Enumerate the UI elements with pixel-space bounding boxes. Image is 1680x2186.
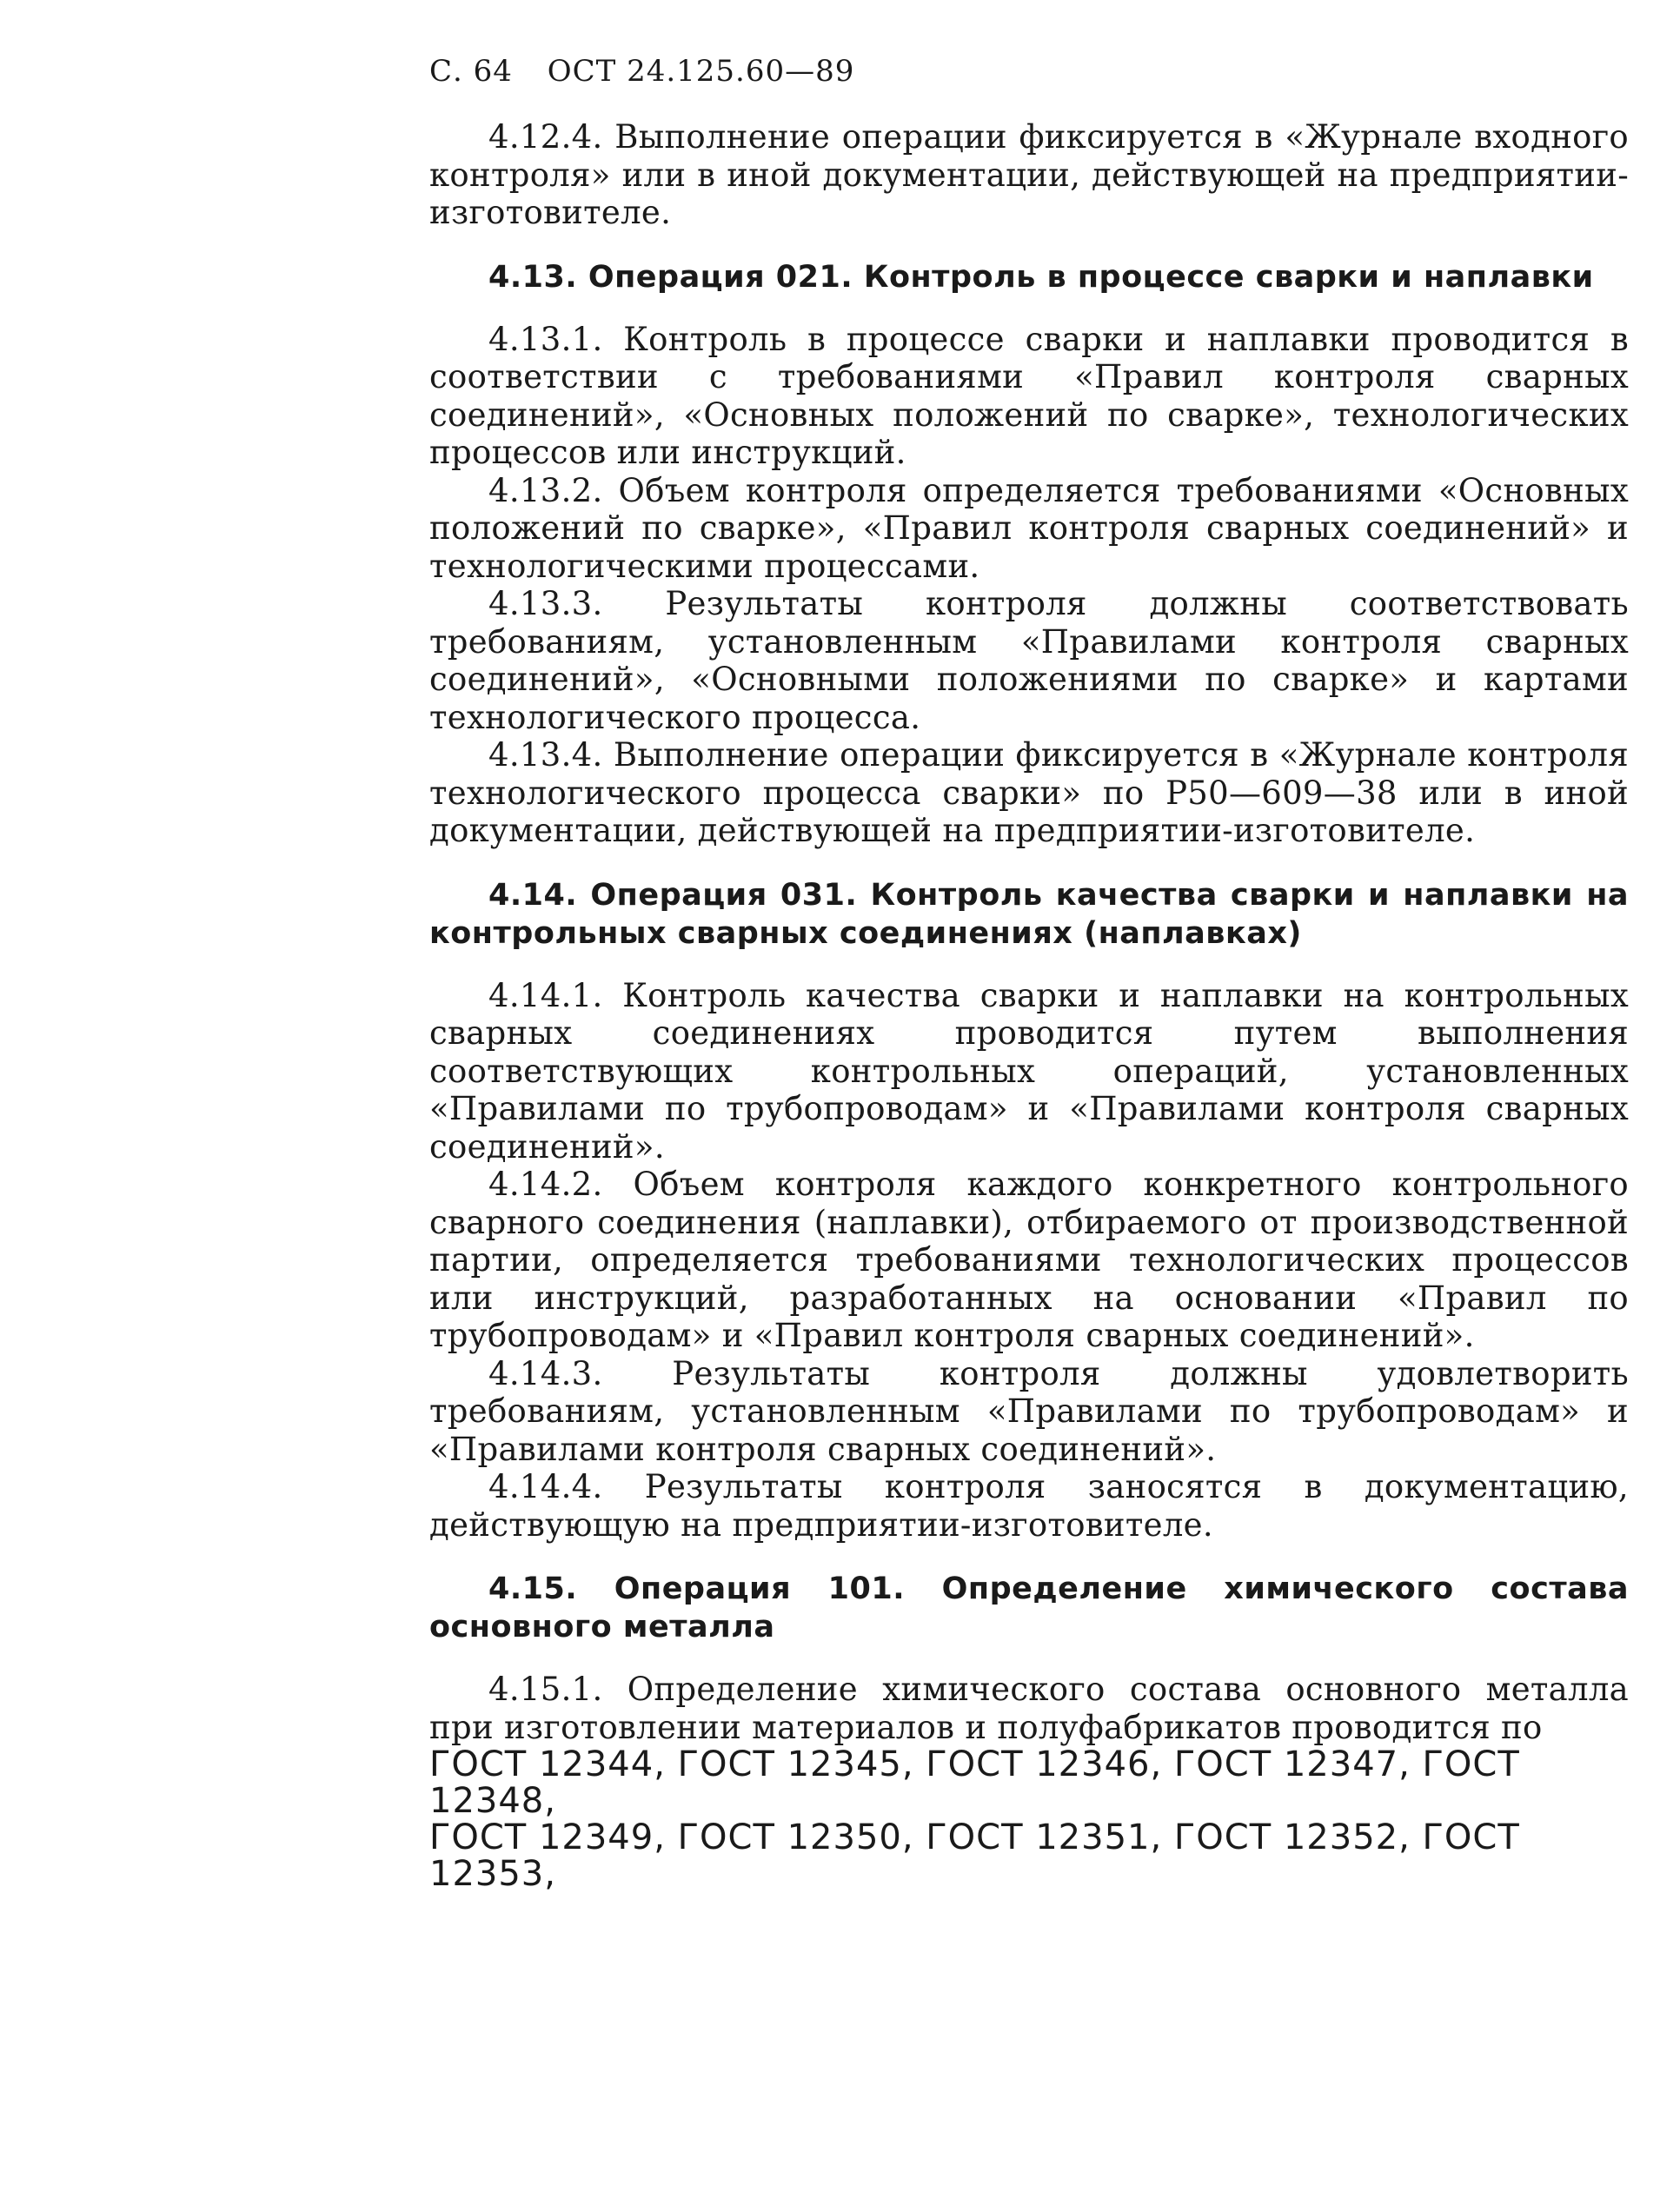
clause-4-12-4: 4.12.4. Выполнение операции фиксируется в «Журнале входного контроля» или в иной документации, действующей на предприятии-изготовителе. xyxy=(429,118,1629,231)
section-heading-4-13: 4.13. Операция 021. Контроль в процессе сварки и наплавки xyxy=(488,259,1594,295)
clause-4-14-1: 4.14.1. Контроль качества сварки и наплавки на контрольных сварных соединениях проводится путем выполнения соответствующих контрольных операций, установленных «Правилами по трубопроводам» и «Правилами контроля сварных соединений». xyxy=(429,976,1629,1166)
section-heading-4-14: 4.14. Операция 031. Контроль качества сварки и наплавки на контрольных сварных соединениях (наплавках) xyxy=(429,877,1629,951)
clause-4-13-3: 4.13.3. Результаты контроля должны соответствовать требованиям, установленным «Правилами контроля сварных соединений», «Основными положениями по сварке» и картами технологического процесса. xyxy=(429,585,1629,736)
page-number: С. 64 xyxy=(429,54,513,89)
section-heading-4-15: 4.15. Операция 101. Определение химического состава основного металла xyxy=(429,1571,1629,1644)
clause-4-14-3: 4.14.3. Результаты контроля должны удовлетворить требованиям, установленным «Правилами по трубопроводам» и «Правилами контроля сварных соединений». xyxy=(429,1354,1629,1468)
clause-4-13-2: 4.13.2. Объем контроля определяется требованиями «Основных положений по сварке», «Правил контроля сварных соединений» и технологическими процессами. xyxy=(429,471,1629,585)
clause-4-14-4: 4.14.4. Результаты контроля заносятся в документацию, действующую на предприятии-изготовителе. xyxy=(429,1468,1629,1544)
clause-4-15-1: 4.15.1. Определение химического состава основного металла при изготовлении материалов и полуфабрикатов проводится по xyxy=(429,1671,1629,1746)
clause-4-14-2: 4.14.2. Объем контроля каждого конкретного контрольного сварного соединения (наплавки), отбираемого от производственной партии, определяется требованиями технологических процессов или инструкций, разработанных на основании «Правил по трубопроводам» и «Правил контроля сварных соединений». xyxy=(429,1166,1629,1354)
document-page xyxy=(429,52,1629,1892)
standard-code: ОСТ 24.125.60—89 xyxy=(547,54,855,89)
clause-4-13-1: 4.13.1. Контроль в процессе сварки и наплавки проводится в соответствии с требованиями «Правил контроля сварных соединений», «Основных положений по сварке», технологических процессов или инструкций. xyxy=(429,320,1629,471)
clause-4-13-4: 4.13.4. Выполнение операции фиксируется в «Журнале контроля технологического процесса сварки» по Р50—609—38 или в иной документации, действующей на предприятии-изготовителе. xyxy=(429,736,1629,849)
page-header xyxy=(429,52,1629,90)
gost-list-line-2: ГОСТ 12349, ГОСТ 12350, ГОСТ 12351, ГОСТ 12352, ГОСТ 12353, xyxy=(429,1817,1520,1894)
gost-list-line-1: ГОСТ 12344, ГОСТ 12345, ГОСТ 12346, ГОСТ 12347, ГОСТ 12348, xyxy=(429,1744,1520,1821)
